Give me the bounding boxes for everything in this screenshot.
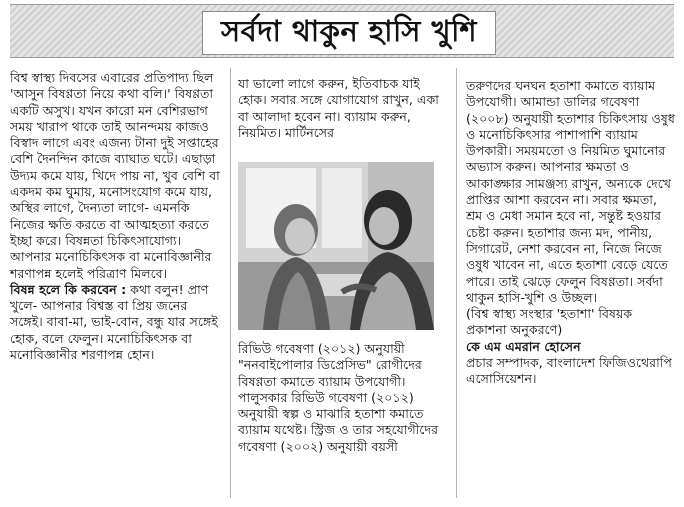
article-column-3 <box>466 78 676 388</box>
paragraph-intro: বিশ্ব স্বাস্থ্য দিবসের এবারের প্রতিপাদ্য ছিল 'আসুন বিষণ্ণতা নিয়ে কথা বলি।' বিষণ্ণতা একটি অসুখ। যখন কারো মন বেশিরভাগ সময় খারাপ থাকে তাই আনন্দময় কাজও বিস্বাদ লাগে এবং এজন্য টানা দুই সপ্তাহের বেশি দৈনন্দিন কাজে ব্যাঘাত ঘটে। এছাড়া উদ্যম কমে যায়, খিদে পায় না, খুব বেশি বা একদম কম ঘুমায়, মনোসংযোগ কমে যায়, অস্থির লাগে, দৈন্যতা লাগে- এমনকি নিজের ক্ষতি করতে বা আত্মহত্যা করতে ইচ্ছা করে। বিষন্নতা চিকিৎসাযোগ্য। আপনার মনোচিকিৎসক বা মনোবিজ্ঞানীর শরণাপন্ন হলেই পরিত্রাণ মিলবে। <box>10 70 220 281</box>
paragraph-what-to-do-text: কথা বলুন! প্রাণ খুলে- আপনার বিশ্বস্ত বা প্রিয় জনের সঙ্গেই। বাবা-মা, ভাই-বোন, বন্ধু যার সঙ্গেই হোক, বলে ফেলুন। মনোচিকিৎসক বা মনোবিজ্ঞানীর শরণাপন্ন হোন। <box>10 281 218 363</box>
article-column-2-bottom <box>238 341 448 455</box>
author-title: প্রচার সম্পাদক, বাংলাদেশ ফিজিওথেরাপি এসোসিয়েশন। <box>466 355 672 387</box>
paragraph-column3: তরুণদের ঘনঘন হতাশা কমাতে ব্যায়াম উপযোগী। আমান্ডা ডালির গবেষণা (২০০৮) অনুযায়ী হতাশার চিকিৎসায় ওষুধ ও মনোচিকিৎসার পাশাপাশি ব্যায়াম উপকারী। সময়মতো ও নিয়মিত ঘুমানোর অভ্যাস করুন। আপনার ক্ষমতা ও আকাঙ্ক্ষার সামঞ্জস্য রাখুন, অন্যকে দেখে প্রাপ্তির আশা করবেন না। সবার ক্ষমতা, শ্রম ও মেধা সমান হবে না, সন্তুষ্ট হওয়ার চেষ্টা করুন। হতাশার জন্য মদ, পানীয়, সিগারেট, নেশা করবেন না, নিজে নিজে ওষুধ খাবেন না, এতে হতাশা বেড়ে যেতে পারে। তাই ঝেড়ে ফেলুন বিষণ্ণতা। সর্বদা থাকুন হাসি-খুশি ও উচ্ছল। <box>466 78 675 305</box>
article-column-2-top <box>238 76 444 141</box>
column-divider-2 <box>456 68 457 498</box>
article-column-1 <box>10 70 224 363</box>
author-name: কে এম এমরান হোসেন <box>466 338 581 354</box>
subheading-what-to-do: বিষন্ন হলে কি করবেন : <box>10 281 127 297</box>
source-note: (বিশ্ব স্বাস্থ্য সংস্থার 'হতাশা' বিষয়ক প্রকাশনা অনুকরণে) <box>466 306 633 338</box>
title-banner <box>10 4 674 58</box>
article-photo <box>238 162 434 330</box>
paragraph-column2-top: যা ভালো লাগে করুন, ইতিবাচক যাই হোক। সবার সঙ্গে যোগাযোগ রাখুন, একা বা আলাদা হবেন না। ব্যায়াম করুন, নিয়মিত। মার্টিনসের <box>238 76 439 140</box>
paragraph-column2-bottom: রিভিউ গবেষণা (২০১২) অনুযায়ী "ননবাইপোলার ডিপ্রেসিভ" রোগীদের বিষণ্ণতা কমাতে ব্যায়াম উপযোগী। পালুসকার রিভিউ গবেষণা (২০১২) অনুযায়ী স্বল্প ও মাঝারি হতাশা কমাতে ব্যায়াম যথেষ্ট। স্ট্রিজ ও তার সহযোগীদের গবেষণা (২০০২) অনুযায়ী বয়সী <box>238 341 438 454</box>
title-box <box>202 11 496 55</box>
article-title: সর্বদা থাকুন হাসি খুশি <box>220 13 478 48</box>
paragraph-what-to-do <box>10 282 224 363</box>
column-divider-1 <box>230 68 231 498</box>
photo-illustration <box>238 162 434 330</box>
